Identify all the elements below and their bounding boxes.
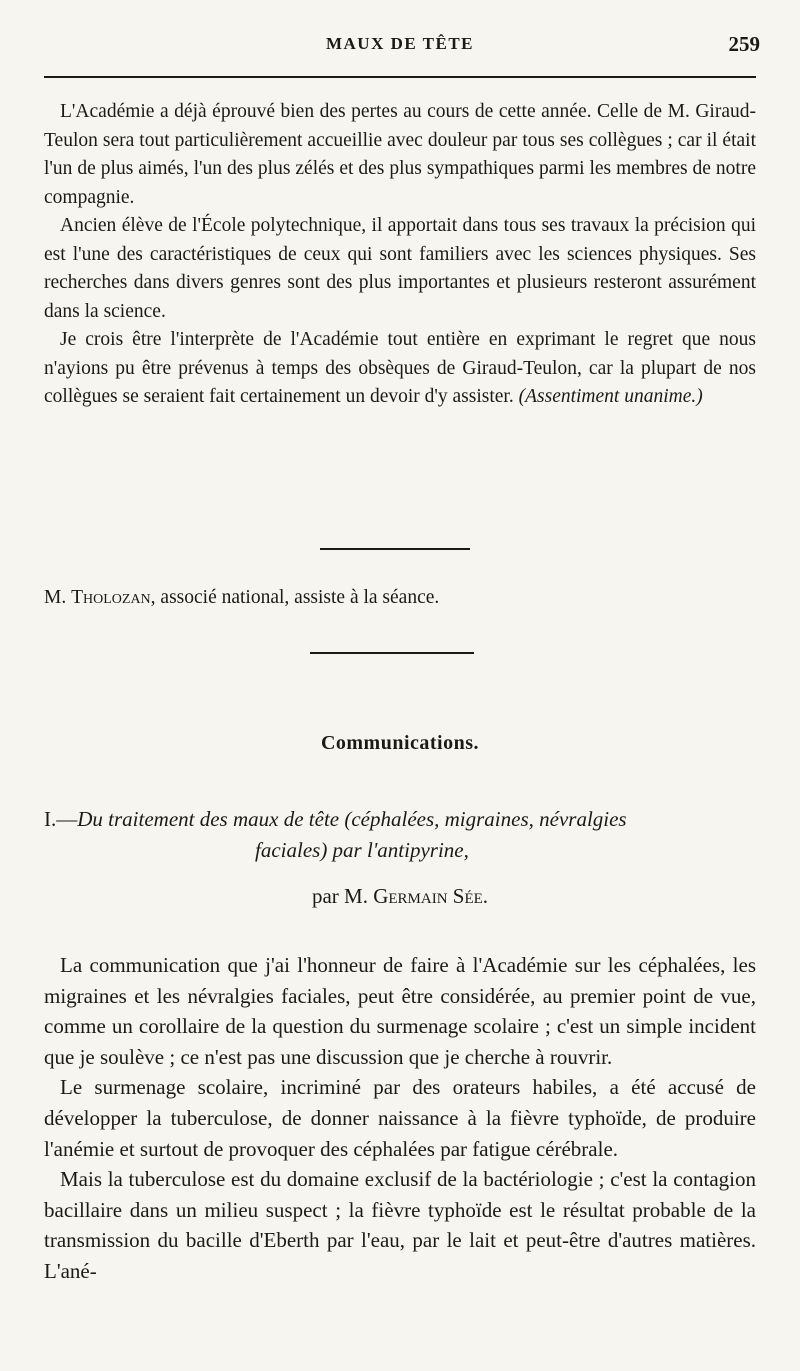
notice-line: [44, 584, 756, 613]
paragraph: L'Académie a déjà éprouvé bien des pertes au cours de cette année. Celle de M. Giraud-Teulon sera tout particulièrement accueillie avec douleur par tous ses collègues ; car il était l'un de plus aimés, l'un des plus zélés et des plus sympathiques parmi les membres de notre compagnie.: [44, 101, 756, 208]
communication-author: [0, 884, 800, 909]
paragraph-text: Je crois être l'interprète de l'Académie tout entière en exprimant le regret que nous n'ayions pu être prévenus à temps des obsèques de Giraud-Teulon, car la plupart de nos collègues se seraient fait certainement un devoir d'y assister.: [44, 329, 756, 407]
page-number: 259: [728, 32, 760, 56]
assent-note: (Assentiment unanime.): [518, 386, 703, 407]
notice-prefix: M.: [44, 587, 72, 608]
title-line-2: faciales) par l'antipyrine,: [255, 838, 469, 862]
running-head: [0, 30, 800, 60]
author-prefix: par M.: [311, 884, 374, 908]
header-rule: [44, 76, 756, 78]
communication-title: [44, 804, 756, 866]
notice-name: Tholozan: [71, 587, 151, 608]
communication-body: [44, 950, 756, 1287]
communication-number: I.—: [44, 807, 78, 831]
title-text-1: Du traitement des maux de tête (céphalées, migraines, névralgies: [77, 807, 627, 831]
title-line-1: [44, 804, 756, 835]
separator-rule: [310, 652, 474, 654]
paragraph: La communication que j'ai l'honneur de faire à l'Académie sur les céphalées, les migraines et les névralgies faciales, peut être considérée, au premier point de vue, comme un corollaire de la question du surmenage scolaire ; c'est un simple incident que je soulève ; ce n'est pas une discussion que je cherche à rouvrir.: [44, 953, 756, 1069]
separator-rule: [320, 548, 470, 550]
author-name: Germain Sée.: [373, 884, 489, 908]
notice-rest: , associé national, assiste à la séance.: [150, 587, 440, 608]
paragraph: [44, 326, 756, 412]
paragraph: Le surmenage scolaire, incriminé par des orateurs habiles, a été accusé de développer la tuberculose, de donner naissance à la fièvre typhoïde, de produire l'anémie et surtout de provoquer des céphalées par fatigue cérébrale.: [44, 1075, 756, 1161]
paragraph: Ancien élève de l'École polytechnique, il apportait dans tous ses travaux la précision qui est l'une des caractéristiques de ceux qui sont familiers avec les sciences physiques. Ses recherches dans divers genres sont des plus importantes et plusieurs resteront assurément dans la science.: [44, 215, 756, 322]
section-title: Communications.: [320, 732, 480, 754]
intro-text: [44, 98, 756, 412]
running-title: MAUX DE TÊTE: [325, 34, 475, 53]
paragraph: Mais la tuberculose est du domaine exclusif de la bactériologie ; c'est la contagion bacillaire dans un milieu suspect ; la fièvre typhoïde est le résultat probable de la transmission du bacille d'Eberth par l'eau, par le lait et peut-être d'autres matières. L'ané-: [44, 1167, 756, 1283]
attendance-notice: [44, 584, 756, 613]
